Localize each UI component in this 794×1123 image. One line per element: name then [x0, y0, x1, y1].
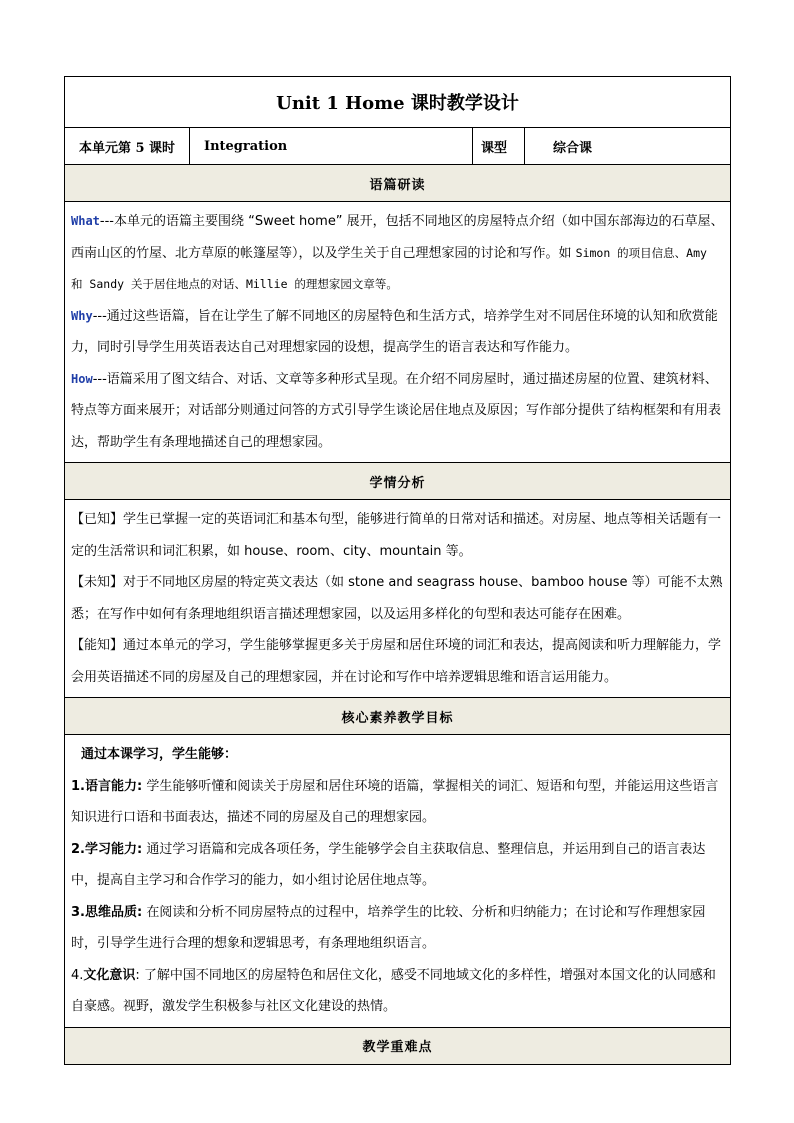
lesson-number: 本单元第 5 课时: [65, 128, 190, 165]
what-text-examples: Simon 的项目信息、Amy 和 Sandy 关于居住地点的对话、Millie 的理想家园文章等。: [71, 245, 707, 291]
why-keyword: Why: [71, 308, 93, 323]
how-keyword: How: [71, 371, 93, 386]
lesson-topic: Integration: [190, 128, 473, 165]
why-paragraph: [71, 301, 724, 364]
goal-1-label: 1.语言能力:: [71, 778, 143, 794]
goals-body: [65, 735, 731, 1028]
section-heading-learners: 学情分析: [65, 463, 731, 500]
goal-3: [71, 897, 724, 960]
page-title: Unit 1 Home 课时教学设计: [65, 77, 731, 128]
why-text: ---通过这些语篇，旨在让学生了解不同地区的房屋特色和生活方式，培养学生对不同居住环境的认知和欣赏能力，同时引导学生用英语表达自己对理想家园的设想，提高学生的语言表达和写作能力。: [71, 308, 718, 355]
meta-row: [65, 128, 731, 165]
goal-4: [71, 960, 724, 1023]
goal-2-label: 2.学习能力:: [71, 841, 143, 857]
lesson-type-value: 综合课: [525, 128, 731, 165]
learners-heading-row: [65, 463, 731, 500]
section-heading-goals: 核心素养教学目标: [65, 698, 731, 735]
able-paragraph: 【能知】通过本单元的学习，学生能够掌握更多关于房屋和居住环境的词汇和表达，提高阅读和听力理解能力，学会用英语描述不同的房屋及自己的理想家园，并在讨论和写作中培养逻辑思维和语言运用能力。: [71, 638, 722, 685]
learners-body: [65, 500, 731, 698]
goal-1-text: 学生能够听懂和阅读关于房屋和居住环境的语篇，掌握相关的词汇、短语和句型，并能运用这些语言知识进行口语和书面表达，描述不同的房屋及自己的理想家园。: [71, 778, 719, 825]
goals-body-row: [65, 735, 731, 1028]
discourse-heading-row: [65, 165, 731, 202]
goals-heading-row: [65, 698, 731, 735]
how-paragraph: [71, 364, 724, 459]
title-row: [65, 77, 731, 128]
section-heading-keypoints: 教学重难点: [65, 1027, 731, 1064]
goal-4-label: 文化意识: [83, 967, 136, 983]
goal-2: [71, 834, 724, 897]
lesson-plan-table: [64, 76, 731, 1065]
lesson-type-label: 课型: [473, 128, 525, 165]
goal-4-text: : 了解中国不同地区的房屋特色和居住文化，感受不同地域文化的多样性，增强对本国文化的认同感和自豪感。视野，激发学生积极参与社区文化建设的热情。: [71, 967, 716, 1014]
learners-body-row: [65, 500, 731, 698]
goal-1: [71, 771, 724, 834]
discourse-body-row: [65, 202, 731, 463]
goal-2-text: 通过学习语篇和完成各项任务，学生能够学会自主获取信息、整理信息，并运用到自己的语言表达中，提高自主学习和合作学习的能力，如小组讨论居住地点等。: [71, 841, 706, 888]
unknown-paragraph: 【未知】对于不同地区房屋的特定英文表达（如 stone and seagrass house、bamboo house 等）可能不太熟悉；在写作中如何有条理地组织语言描述理想家园，以及运用多样化的句型和表达可能存在困难。: [71, 575, 723, 622]
how-text: ---语篇采用了图文结合、对话、文章等多种形式呈现。在介绍不同房屋时，通过描述房屋的位置、建筑材料、特点等方面来展开；对话部分则通过问答的方式引导学生谈论居住地点及原因；写作部分提供了结构框架和有用表达，帮助学生有条理地描述自己的理想家园。: [71, 371, 722, 450]
keypoints-heading-row: [65, 1027, 731, 1064]
what-text: ---本单元的语篇主要围绕 “Sweet home” 展开，包括不同地区的房屋特点介绍（如中国东部海边的石草屋、西南山区的竹屋、北方草原的帐篷屋等），以及学生关于自己理想家园的讨论和写作。如: [71, 214, 724, 261]
section-heading-discourse: 语篇研读: [65, 165, 731, 202]
what-paragraph: [71, 206, 724, 301]
known-paragraph: 【已知】学生已掌握一定的英语词汇和基本句型，能够进行简单的日常对话和描述。对房屋、地点等相关话题有一定的生活常识和词汇积累，如 house、room、city、mountain 等。: [71, 512, 722, 559]
discourse-body: [65, 202, 731, 463]
goal-4-number: 4.: [71, 967, 84, 983]
goal-3-text: 在阅读和分析不同房屋特点的过程中，培养学生的比较、分析和归纳能力；在讨论和写作理想家园时，引导学生进行合理的想象和逻辑思考，有条理地组织语言。: [71, 904, 706, 951]
goals-intro: 通过本课学习，学生能够：: [81, 747, 238, 762]
goal-3-label: 3.思维品质:: [71, 904, 143, 920]
what-keyword: What: [71, 214, 100, 228]
